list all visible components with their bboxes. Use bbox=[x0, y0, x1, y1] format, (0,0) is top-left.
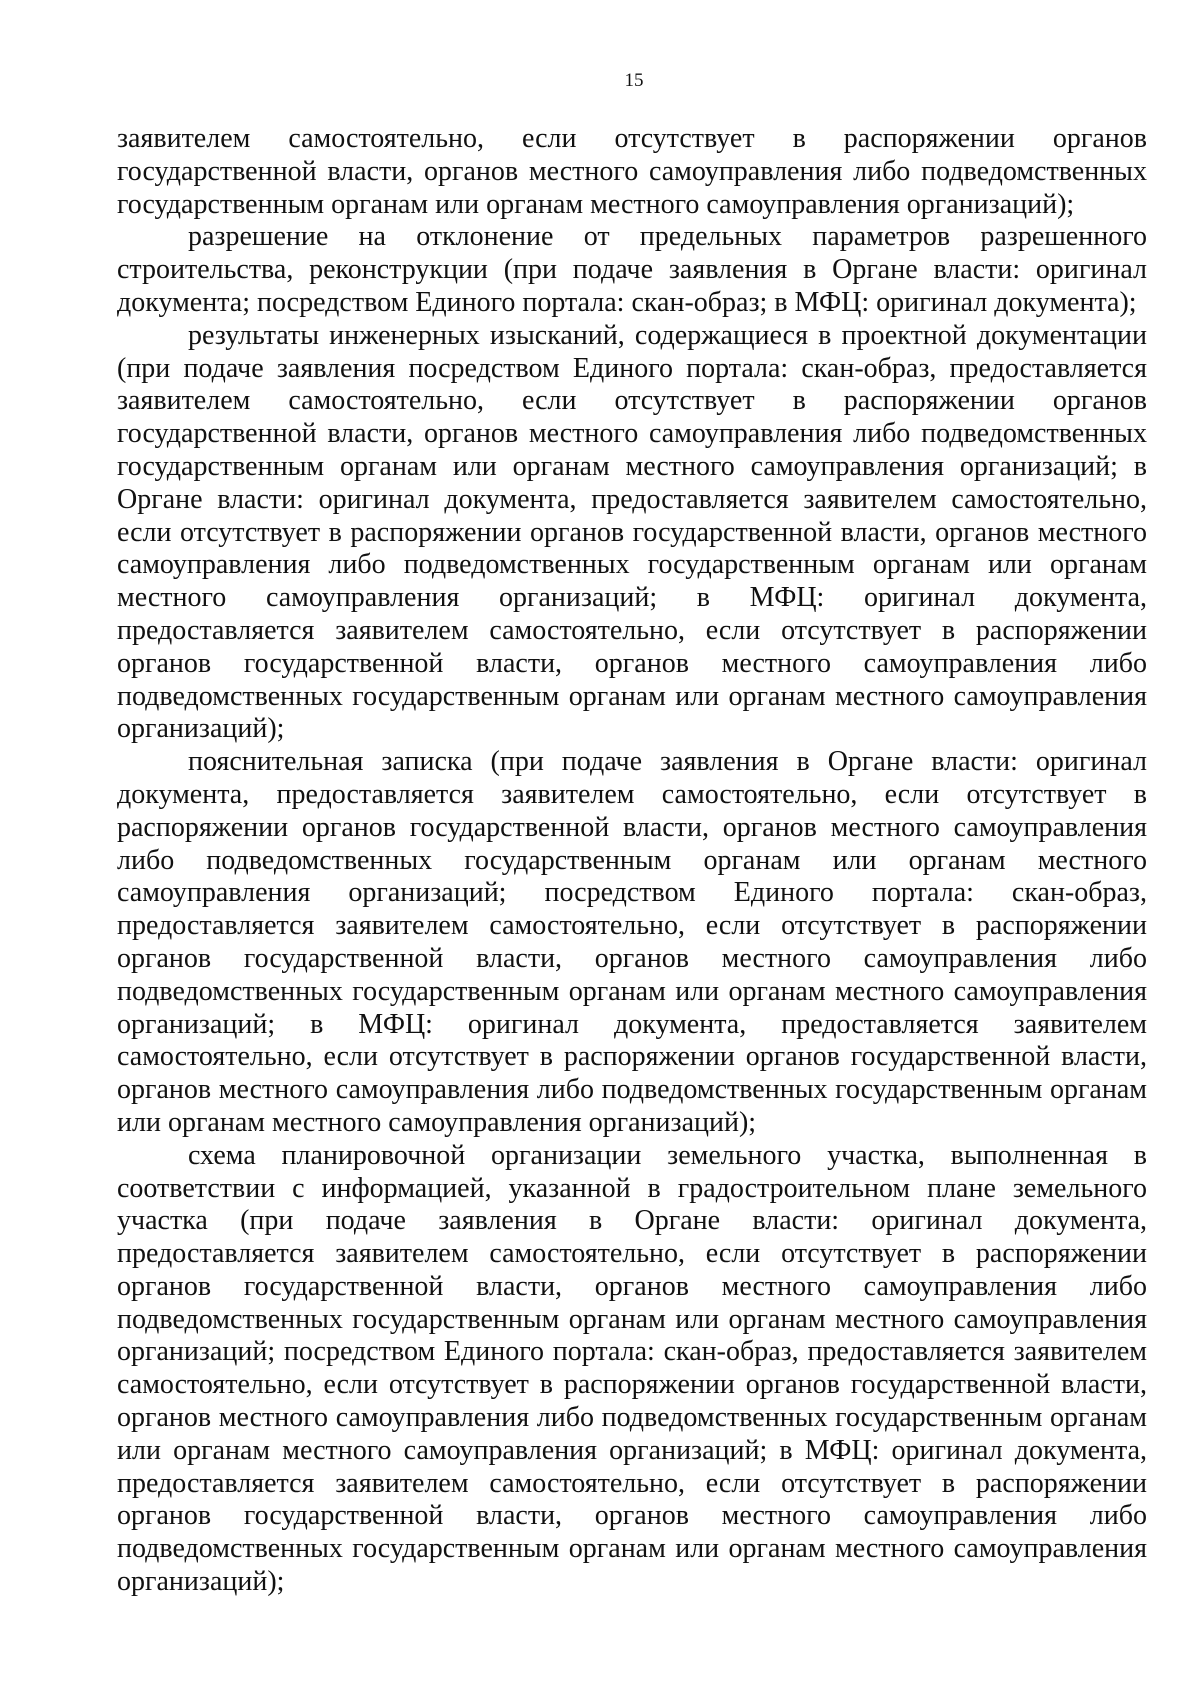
document-body bbox=[117, 123, 1147, 1599]
paragraph-site-plan-scheme: схема планировочной организации земельного участка, выполненная в соответствии с информацией, указанной в градостроительном плане земельного участка (при подаче заявления в Органе власти: оригинал документа, предоставляется заявителем самостоятельно, если отсутствует в распоряжении органов государственной власти, органов местного самоуправления либо подведомственных государственным органам или органам местного самоуправления организаций; посредством Единого портала: скан-образ, предоставляется заявителем самостоятельно, если отсутствует в распоряжении органов государственной власти, органов местного самоуправления либо подведомственных государственным органам или органам местного самоуправления организаций; в МФЦ: оригинал документа, предоставляется заявителем самостоятельно, если отсутствует в распоряжении органов государственной власти, органов местного самоуправления либо подведомственных государственным органам или органам местного самоуправления организаций); bbox=[117, 1139, 1147, 1598]
paragraph-explanatory-note: пояснительная записка (при подаче заявления в Органе власти: оригинал документа, предоставляется заявителем самостоятельно, если отсутствует в распоряжении органов государственной власти, органов местного самоуправления либо подведомственных государственным органам или органам местного самоуправления организаций; посредством Единого портала: скан-образ, предоставляется заявителем самостоятельно, если отсутствует в распоряжении органов государственной власти, органов местного самоуправления либо подведомственных государственным органам или органам местного самоуправления организаций; в МФЦ: оригинал документа, предоставляется заявителем самостоятельно, если отсутствует в распоряжении органов государственной власти, органов местного самоуправления либо подведомственных государственным органам или органам местного самоуправления организаций); bbox=[117, 746, 1147, 1138]
page-number: 15 bbox=[624, 70, 644, 91]
paragraph-engineering-surveys: результаты инженерных изысканий, содержащиеся в проектной документации (при подаче заявления посредством Единого портала: скан-образ, предоставляется заявителем самостоятельно, если отсутствует в распоряжении органов государственной власти, органов местного самоуправления либо подведомственных государственным органам или органам местного самоуправления организаций; в Органе власти: оригинал документа, предоставляется заявителем самостоятельно, если отсутствует в распоряжении органов государственной власти, органов местного самоуправления либо подведомственных государственным органам или органам местного самоуправления организаций; в МФЦ: оригинал документа, предоставляется заявителем самостоятельно, если отсутствует в распоряжении органов государственной власти, органов местного самоуправления либо подведомственных государственным органам или органам местного самоуправления организаций); bbox=[117, 319, 1147, 745]
paragraph-deviation-permit: разрешение на отклонение от предельных параметров разрешенного строительства, реконструкции (при подаче заявления в Органе власти: оригинал документа; посредством Единого портала: скан-образ; в МФЦ: оригинал документа); bbox=[117, 221, 1147, 318]
paragraph-continuation: заявителем самостоятельно, если отсутствует в распоряжении органов государственной власти, органов местного самоуправления либо подведомственных государственным органам или органам местного самоуправления организаций); bbox=[117, 123, 1147, 220]
